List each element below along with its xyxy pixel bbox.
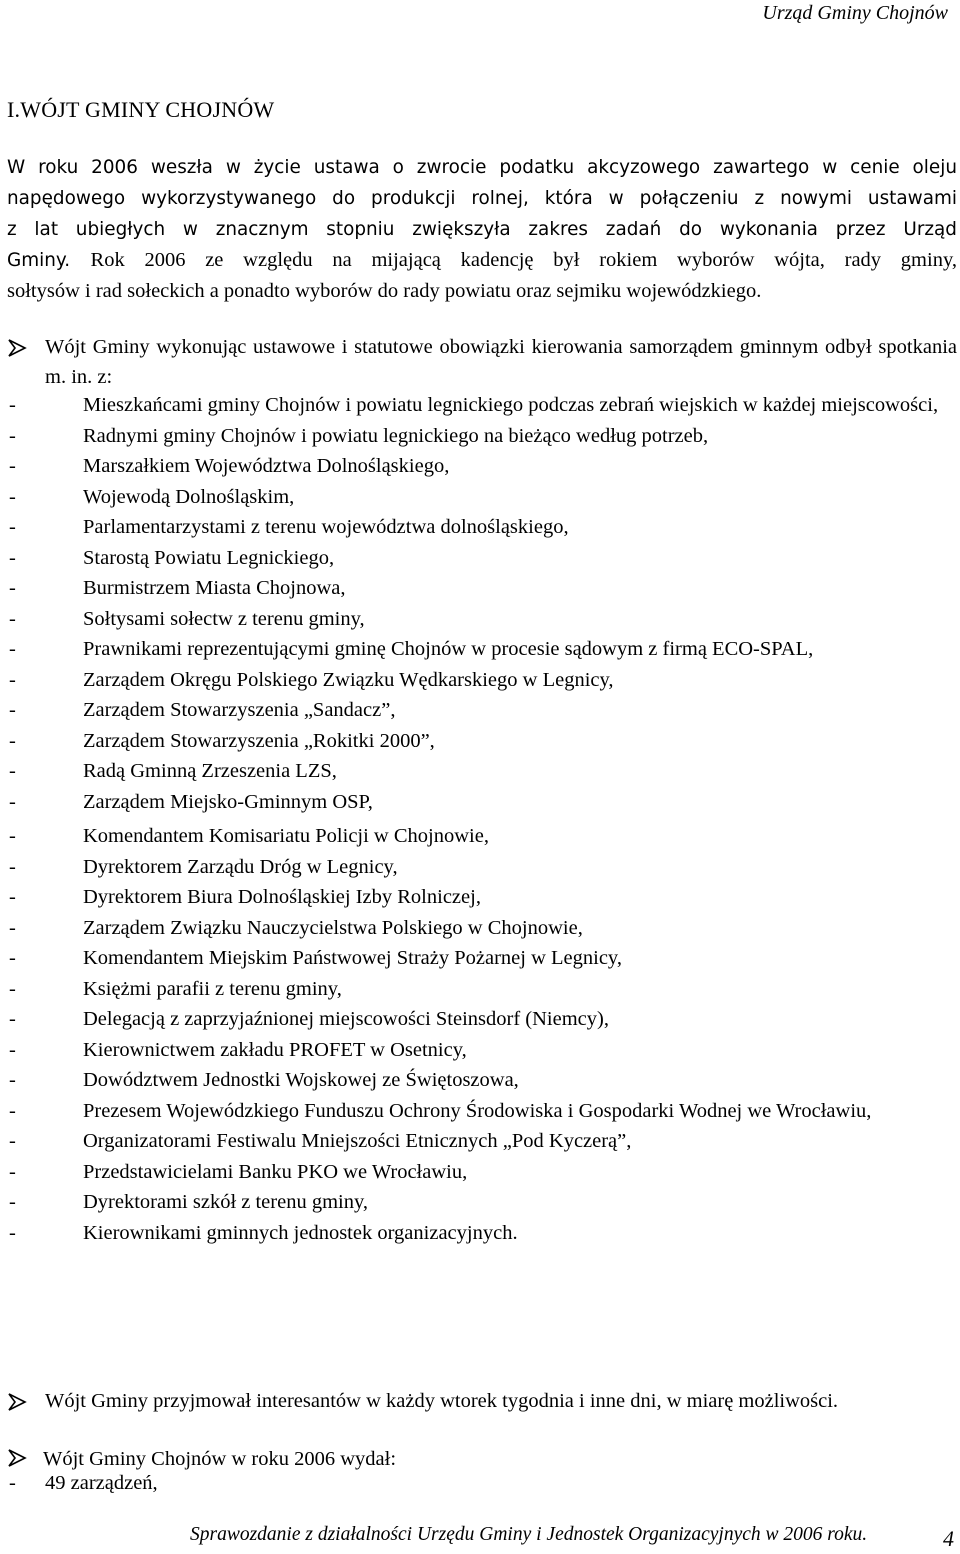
list-item — [7, 390, 957, 421]
list-item-text: Komendantem Miejskim Państwowej Straży Pożarnej w Legnicy, — [83, 947, 622, 969]
list-dash: - — [9, 825, 16, 847]
list-item — [7, 943, 957, 974]
list-item: 49 zarządzeń, — [45, 1472, 158, 1494]
list-item — [7, 543, 957, 574]
list-item-text: Parlamentarzystami z terenu województwa dolnośląskiego, — [83, 516, 569, 538]
list-dash: - — [9, 424, 16, 447]
list-item-text: Dyrektorami szkół z terenu gminy, — [83, 1191, 369, 1213]
list-dash: - — [9, 516, 16, 538]
list-item-text: Radnymi gminy Chojnów i powiatu legnickiego na bieżąco według potrzeb, — [83, 424, 709, 447]
intro-line: sołtysów i rad sołeckich a ponadto wyborów do rady powiatu oraz sejmiku wojewódzkiego. — [7, 280, 762, 302]
list-item — [7, 634, 957, 665]
list-item — [7, 421, 957, 452]
meetings-list — [7, 390, 957, 1248]
list-dash: - — [9, 668, 16, 691]
list-item-text: Prezesem Wojewódzkiego Funduszu Ochrony Środowiska i Gospodarki Wodnej we Wrocławiu, — [83, 1099, 872, 1122]
list-item-text: Komendantem Komisariatu Policji w Chojnowie, — [83, 825, 489, 847]
list-dash: - — [9, 977, 16, 1000]
list-item-text: Dyrektorem Biura Dolnośląskiej Izby Rolniczej, — [83, 886, 481, 908]
arrow-bullet-icon — [7, 1448, 27, 1468]
page-footer: Sprawozdanie z działalności Urzędu Gminy i Jednostek Organizacyjnych w 2006 roku. — [190, 1524, 868, 1545]
list-item-text: Mieszkańcami gminy Chojnów i powiatu legnickiego podczas zebrań wiejskich w każdej miejscowości, — [83, 394, 939, 416]
list-item — [7, 1096, 957, 1127]
list-item-text: Wojewodą Dolnośląskim, — [83, 485, 295, 508]
list-dash: - — [9, 1038, 16, 1061]
list-item-text: Organizatorami Festiwalu Mniejszości Etnicznych „Pod Kyczerą”, — [83, 1130, 632, 1152]
list-dash: - — [9, 1191, 16, 1213]
intro-paragraph — [7, 152, 957, 307]
list-item-text: Marszałkiem Województwa Dolnośląskiego, — [83, 455, 450, 477]
intro-line-part: Gminy. — [7, 250, 71, 271]
list-item — [7, 451, 957, 482]
list-item — [7, 882, 957, 913]
list-item — [7, 787, 957, 818]
bullet-text: Wójt Gminy przyjmował interesantów w każdy wtorek tygodnia i inne dni, w miarę możliwości. — [45, 1390, 839, 1412]
list-item — [7, 573, 957, 604]
list-item — [7, 512, 957, 543]
list-dash: - — [9, 760, 16, 782]
list-item — [7, 665, 957, 696]
list-dash: - — [9, 916, 16, 939]
list-item-text: Dowództwem Jednostki Wojskowej ze Świętoszowa, — [83, 1069, 519, 1091]
list-dash: - — [9, 1160, 16, 1183]
list-item-text: Kierownikami gminnych jednostek organizacyjnych. — [83, 1221, 518, 1244]
list-dash: - — [9, 1130, 16, 1152]
bullet-item — [7, 1386, 957, 1416]
list-dash: - — [9, 394, 16, 416]
list-item — [7, 1157, 957, 1188]
intro-line-part: Rok 2006 ze względu na mijającą kadencję był rokiem wyborów wójta, rady gminy, — [90, 249, 957, 271]
list-item-text: Delegacją z zaprzyjaźnionej miejscowości Steinsdorf (Niemcy), — [83, 1008, 609, 1030]
list-item — [7, 1218, 957, 1249]
list-item — [7, 974, 957, 1005]
list-item-text: Radą Gminną Zrzeszenia LZS, — [83, 760, 337, 782]
list-dash: - — [9, 607, 16, 630]
arrow-bullet-icon — [7, 1392, 27, 1412]
list-item-text: Sołtysami sołectw z terenu gminy, — [83, 607, 365, 630]
list-dash: - — [9, 1069, 16, 1091]
intro-line — [7, 245, 957, 276]
list-item — [7, 1187, 957, 1218]
list-dash: - — [9, 1008, 16, 1030]
list-item — [7, 1035, 957, 1066]
list-dash: - — [9, 577, 16, 599]
list-dash: - — [9, 699, 16, 721]
list-item — [7, 482, 957, 513]
list-item — [7, 695, 957, 726]
list-item-text: Prawnikami reprezentującymi gminę Chojnów w procesie sądowym z firmą ECO-SPAL, — [83, 638, 814, 660]
list-item — [7, 756, 957, 787]
list-item — [7, 852, 957, 883]
intro-line: napędowego wykorzystywanego do produkcji rolnej, która w połączeniu z nowymi ustawami — [7, 188, 957, 209]
list-item — [7, 913, 957, 944]
list-dash: - — [9, 638, 16, 660]
bullet-item — [7, 1444, 957, 1474]
section-title: I.WÓJT GMINY CHOJNÓW — [7, 97, 275, 122]
list-dash: - — [9, 546, 16, 569]
list-dash: - — [9, 1099, 16, 1122]
intro-line: z lat ubiegłych w znacznym stopniu zwiększyła zakres zadań do wykonania przez Urząd — [7, 219, 957, 240]
list-item-text: Zarządem Stowarzyszenia „Sandacz”, — [83, 699, 396, 721]
list-item-text: Zarządem Okręgu Polskiego Związku Wędkarskiego w Legnicy, — [83, 668, 614, 691]
list-dash: - — [9, 455, 16, 477]
bullet-text: Wójt Gminy Chojnów w roku 2006 wydał: — [43, 1448, 397, 1470]
list-item-text: Księżmi parafii z terenu gminy, — [83, 977, 342, 1000]
list-item — [7, 1065, 957, 1096]
list-item — [7, 821, 957, 852]
intro-line: W roku 2006 weszła w życie ustawa o zwrocie podatku akcyzowego zawartego w cenie oleju — [7, 157, 957, 178]
bullet-item — [7, 332, 957, 392]
bullet-text: Wójt Gminy wykonując ustawowe i statutowe obowiązki kierowania samorządem gminnym odbył spotkania m. in. z: — [45, 336, 957, 388]
list-dash: - — [9, 1472, 16, 1494]
list-item-text: Zarządem Stowarzyszenia „Rokitki 2000”, — [83, 729, 435, 752]
list-dash: - — [9, 485, 16, 508]
list-dash: - — [9, 855, 16, 878]
list-item-text: Burmistrzem Miasta Chojnowa, — [83, 577, 346, 599]
list-dash: - — [9, 790, 16, 813]
list-dash: - — [9, 947, 16, 969]
list-dash: - — [9, 1221, 16, 1244]
page-number: 4 — [943, 1526, 954, 1551]
list-item — [7, 726, 957, 757]
list-item — [7, 604, 957, 635]
list-item-text: Zarządem Związku Nauczycielstwa Polskiego w Chojnowie, — [83, 916, 583, 939]
list-item-text: Przedstawicielami Banku PKO we Wrocławiu, — [83, 1160, 468, 1183]
list-item-text: Dyrektorem Zarządu Dróg w Legnicy, — [83, 855, 398, 878]
list-dash: - — [9, 729, 16, 752]
list-item — [7, 1004, 957, 1035]
page-header: Urząd Gminy Chojnów — [762, 2, 948, 24]
arrow-bullet-icon — [7, 338, 27, 358]
list-item-text: Starostą Powiatu Legnickiego, — [83, 546, 335, 569]
list-item-text: Zarządem Miejsko-Gminnym OSP, — [83, 790, 373, 813]
list-item-text: Kierownictwem zakładu PROFET w Osetnicy, — [83, 1038, 467, 1061]
list-item — [7, 1126, 957, 1157]
list-dash: - — [9, 886, 16, 908]
